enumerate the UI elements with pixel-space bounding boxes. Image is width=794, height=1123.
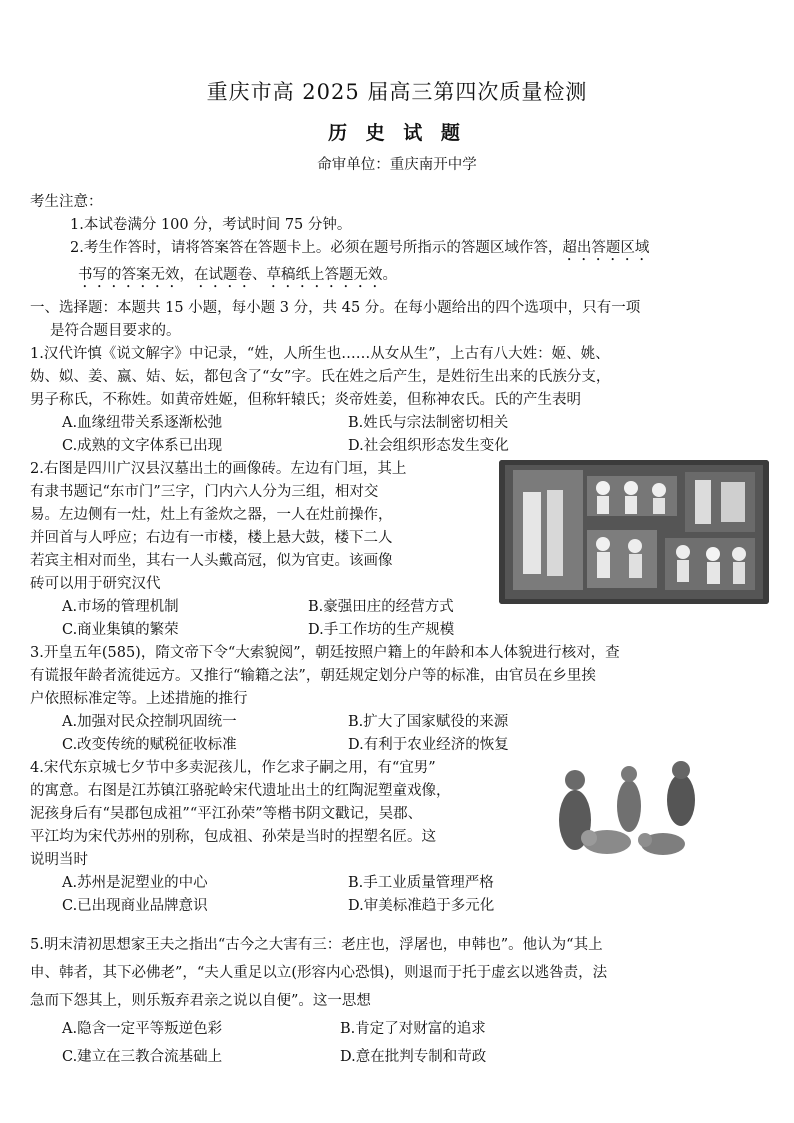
question-3-line: 有谎报年龄者流徙远方。又推行“输籍之法”，朝廷规定划分户等的标准，由官员在乡里挨 bbox=[30, 668, 596, 684]
q2-option-b[interactable]: B.豪强田庄的经营方式 bbox=[308, 599, 454, 615]
q5-option-b[interactable]: B.肯定了对财富的追求 bbox=[340, 1021, 486, 1037]
q1-option-c[interactable]: C.成熟的文字体系已出现 bbox=[62, 438, 223, 454]
question-3 bbox=[30, 642, 770, 757]
question-2-line: 2.右图是四川广汉县汉墓出土的画像砖。左边有门垣，其上 bbox=[30, 461, 407, 477]
notice-heading: 考生注意： bbox=[30, 194, 103, 210]
q2-option-c[interactable]: C.商业集镇的繁荣 bbox=[62, 622, 179, 638]
q3-option-a[interactable]: A.加强对民众控制巩固统一 bbox=[62, 714, 237, 730]
question-5 bbox=[30, 931, 770, 1071]
question-5-line: 5.明末清初思想家王夫之指出“古今之大害有三：老庄也，浮屠也，申韩也”。他认为“其上 bbox=[30, 937, 603, 953]
notice-item-2 bbox=[30, 237, 770, 264]
question-2-line: 砖可以用于研究汉代 bbox=[30, 576, 161, 592]
question-4-line: 的寓意。右图是江苏镇江骆驼岭宋代遗址出土的红陶泥塑童戏像， bbox=[30, 783, 451, 799]
clay-figurines-image bbox=[545, 750, 707, 860]
q1-option-b[interactable]: B.姓氏与宗法制密切相关 bbox=[348, 415, 509, 431]
subject-title: 历 史 试 题 bbox=[328, 122, 466, 144]
question-2-line: 并回首与人呼应；右边有一市楼，楼上悬大鼓，楼下二人 bbox=[30, 530, 393, 546]
section-line-2: 是符合题目要求的。 bbox=[50, 323, 181, 339]
question-4-line: 4.宋代东京城七夕节中多卖泥孩儿，作乞求子嗣之用，有“宜男” bbox=[30, 760, 436, 776]
question-4-line: 泥孩身后有“吴郡包成祖”“平江孙荣”等楷书阴文戳记，吴郡、 bbox=[30, 806, 423, 822]
question-1-line: 男子称氏，不称姓。如黄帝姓姬，但称轩辕氏；炎帝姓姜，但称神农氏。氏的产生表明 bbox=[30, 392, 581, 408]
q1-option-a[interactable]: A.血缘纽带关系逐渐松弛 bbox=[62, 415, 223, 431]
question-5-line: 急而下怨其上，则乐叛弃君亲之说以自便”。这一思想 bbox=[30, 993, 371, 1009]
q4-option-c[interactable]: C.已出现商业品牌意识 bbox=[62, 898, 208, 914]
q5-option-d[interactable]: D.意在批判专制和苛政 bbox=[340, 1049, 487, 1065]
question-3-line: 3.开皇五年(585)，隋文帝下令“大索貌阅”，朝廷按照户籍上的年龄和本人体貌进行核对，查 bbox=[30, 645, 620, 661]
section-line-1: 一、选择题：本题共 15 小题，每小题 3 分，共 45 分。在每小题给出的四个选项中，只有一项 bbox=[30, 300, 641, 316]
question-2-line: 易。左边侧有一灶，灶上有釜炊之器，一人在灶前操作， bbox=[30, 507, 393, 523]
question-2-line: 有隶书题记“东市门”三字，门内六人分为三组，相对交 bbox=[30, 484, 379, 500]
section-header bbox=[30, 297, 770, 343]
notice-section bbox=[30, 191, 770, 291]
question-3-line: 户依照标准定等。上述措施的推行 bbox=[30, 691, 248, 707]
q4-option-d[interactable]: D.审美标准趋于多元化 bbox=[348, 898, 495, 914]
clay-figurines-drawing bbox=[545, 750, 707, 860]
question-4-line: 平江均为宋代苏州的别称，包成祖、孙荣是当时的捏塑名匠。这 bbox=[30, 829, 436, 845]
brick-relief-drawing bbox=[499, 460, 769, 604]
exam-title: 重庆市高 2025 届高三第四次质量检测 bbox=[206, 80, 588, 104]
question-4-line: 说明当时 bbox=[30, 852, 88, 868]
q4-option-b[interactable]: B.手工业质量管理严格 bbox=[348, 875, 494, 891]
question-5-line: 申、韩者，其下必佛老”，“夫人重足以立(形容内心恐惧)，则退而于托于虚玄以逃咎责，法 bbox=[30, 965, 608, 981]
compiling-unit: 命审单位：重庆南开中学 bbox=[317, 157, 477, 173]
notice-item-2-text: 2.考生作答时，请将答案答在答题卡上。必须在题号所指示的答题区域作答， bbox=[70, 240, 563, 256]
question-1-line: 1.汉代许慎《说文解字》中记录，“姓，人所生也……从女从生”，上古有八大姓：姬、姚、 bbox=[30, 346, 610, 362]
notice-item-1: 1.本试卷满分 100 分，考试时间 75 分钟。 bbox=[70, 217, 352, 233]
q1-option-d[interactable]: D.社会组织形态发生变化 bbox=[348, 438, 509, 454]
q3-option-b[interactable]: B.扩大了国家赋役的来源 bbox=[348, 714, 509, 730]
q5-option-c[interactable]: C.建立在三教合流基础上 bbox=[62, 1049, 223, 1065]
q4-option-a[interactable]: A.苏州是泥塑业的中心 bbox=[62, 875, 208, 891]
han-brick-relief-image bbox=[499, 460, 769, 604]
question-1 bbox=[30, 343, 770, 458]
question-1-line: 妫、姒、姜、嬴、姞、妘，都包含了“女”字。氏在姓之后产生，是姓衍生出来的氏族分支， bbox=[30, 369, 611, 385]
q2-option-d[interactable]: D.手工作坊的生产规模 bbox=[308, 622, 455, 638]
q2-option-a[interactable]: A.市场的管理机制 bbox=[62, 599, 179, 615]
question-2-line: 若宾主相对而坐，其右一人头戴高冠，似为官吏。该画像 bbox=[30, 553, 393, 569]
q3-option-c[interactable]: C.改变传统的赋税征收标准 bbox=[62, 737, 237, 753]
q5-option-a[interactable]: A.隐含一定平等叛逆色彩 bbox=[62, 1021, 223, 1037]
q3-option-d[interactable]: D.有利于农业经济的恢复 bbox=[348, 737, 509, 753]
notice-item-2-emphasis: 超出答题区域 bbox=[562, 240, 650, 256]
notice-item-2-cont: 书写的答案无效，在试题卷、草稿纸上答题无效。 bbox=[78, 267, 397, 283]
